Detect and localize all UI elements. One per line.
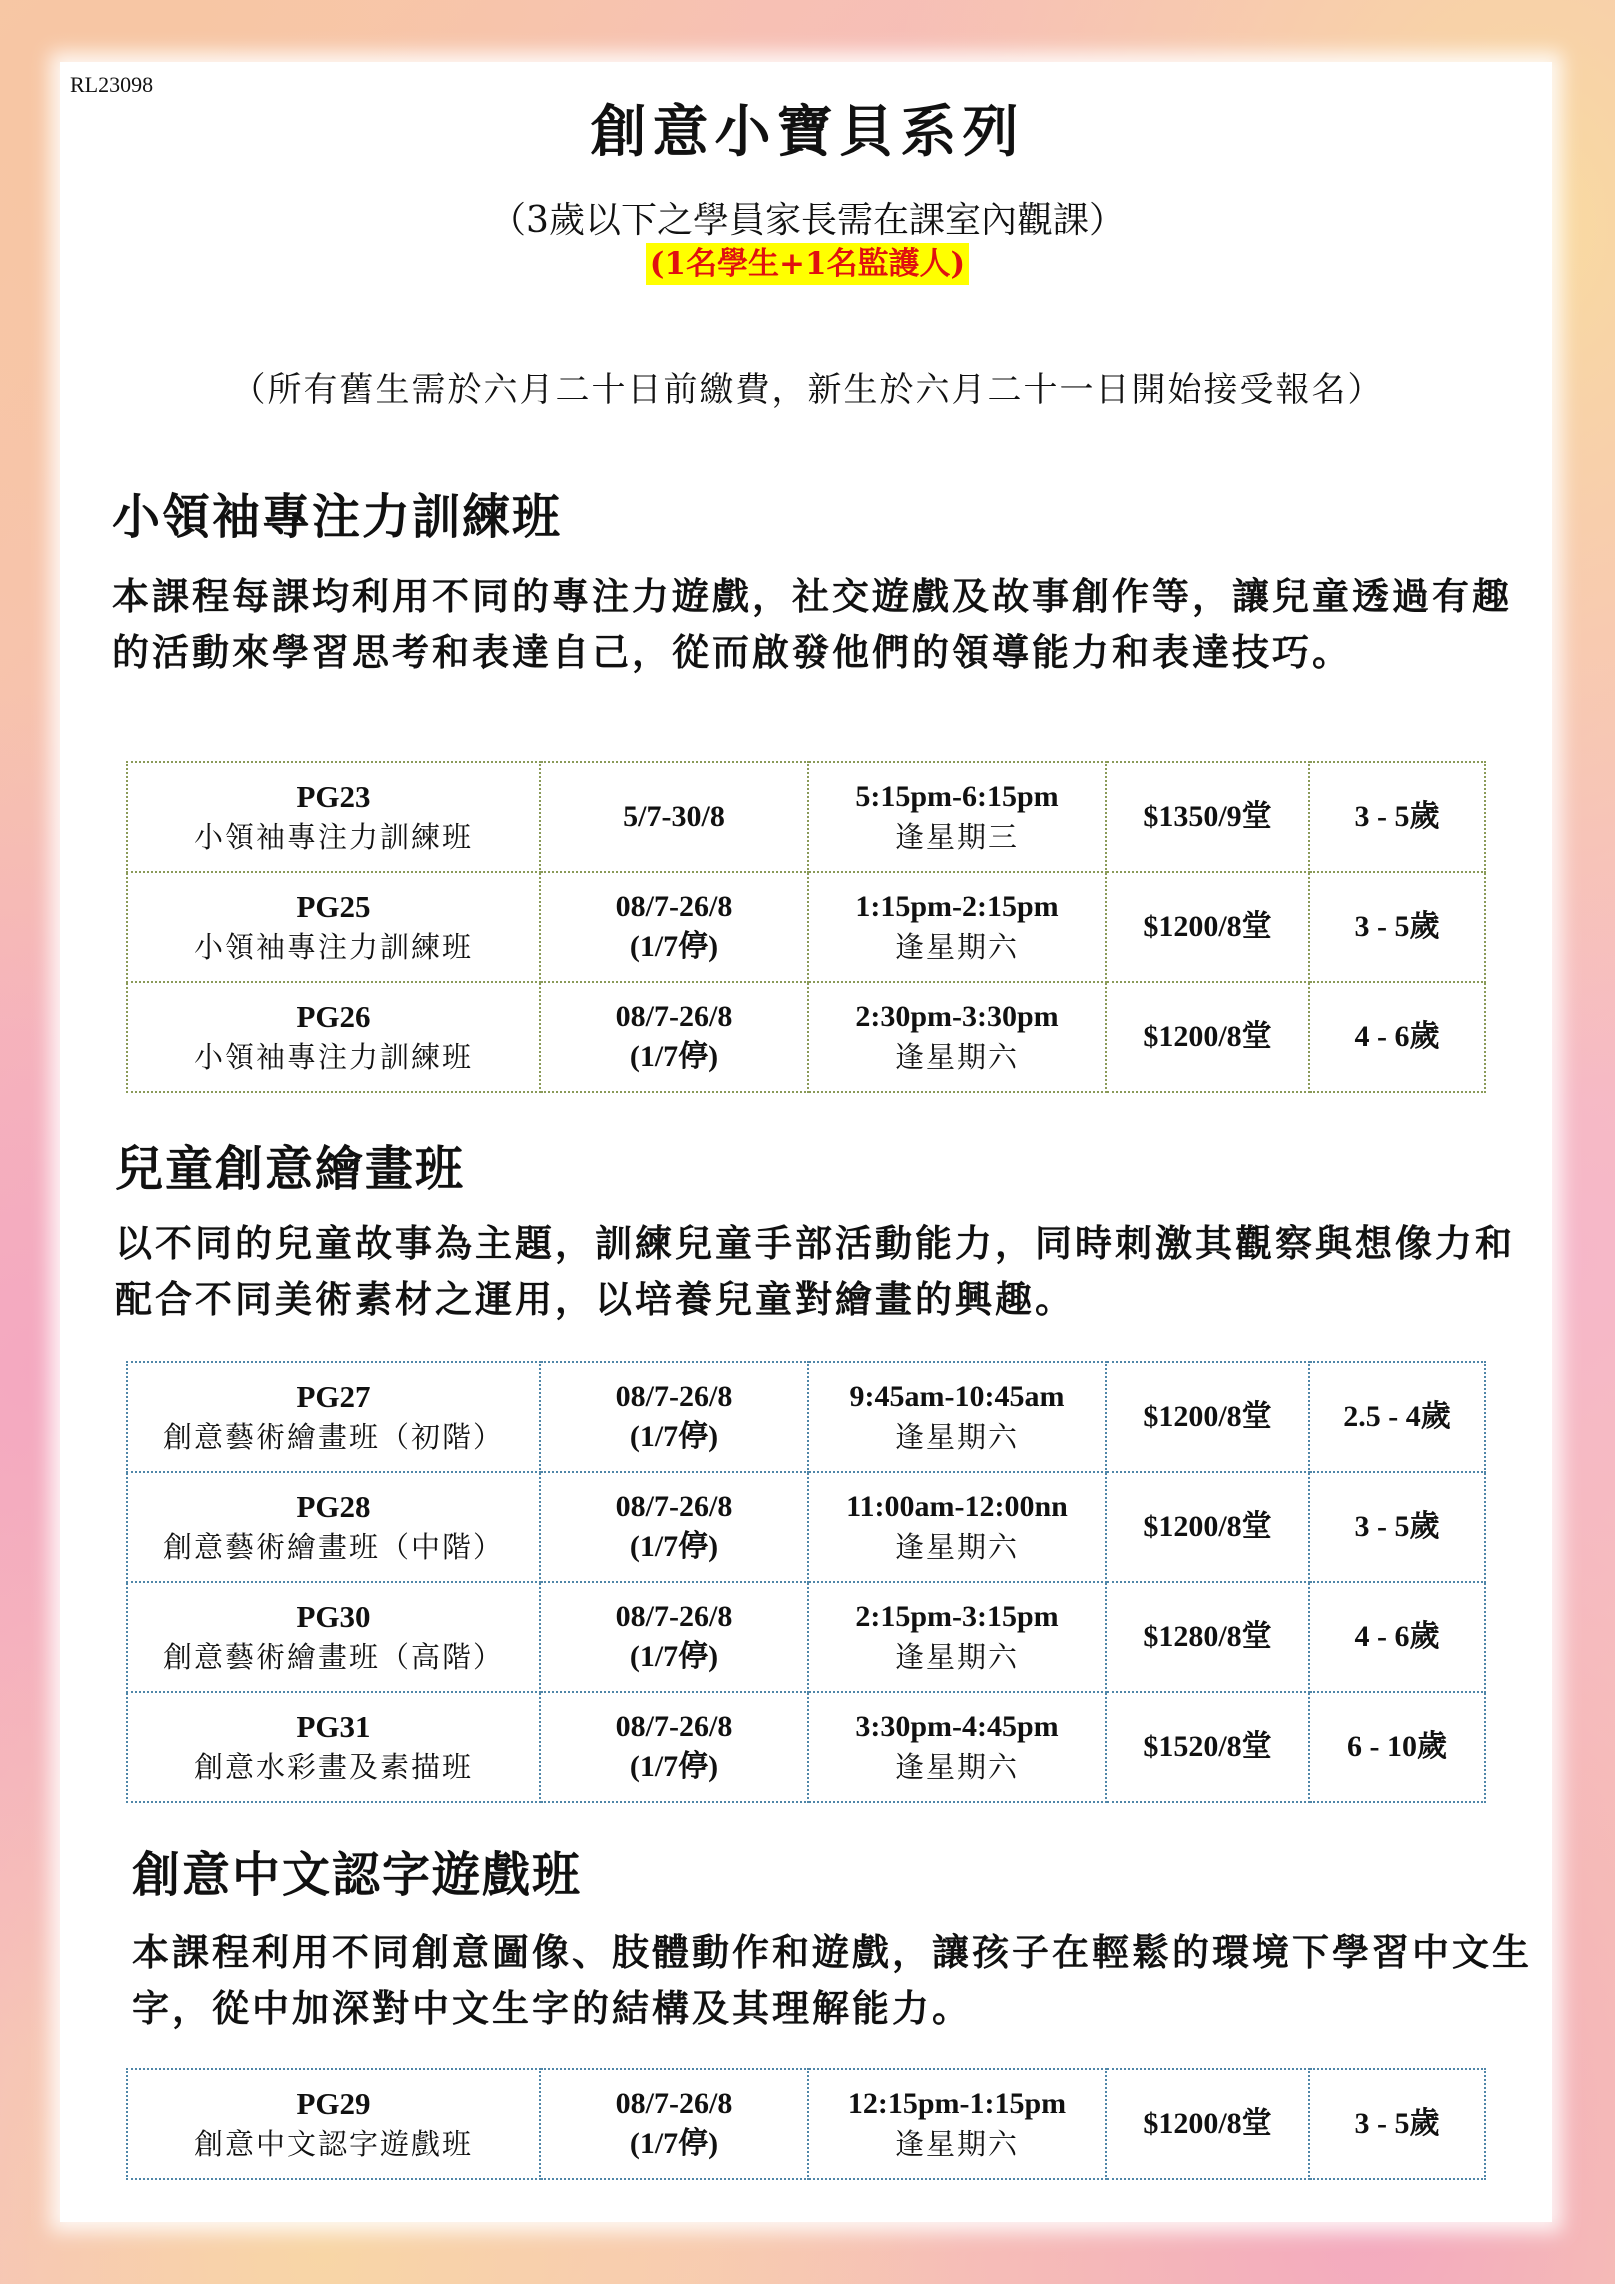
section-description: 本課程利用不同創意圖像、肢體動作和遊戲，讓孩子在輕鬆的環境下學習中文生字，從中加深對中文生字的結構及其理解能力。	[132, 1930, 1532, 2030]
course-time: 2:15pm-3:15pm	[855, 1600, 1059, 1633]
section-heading: 小領袖專注力訓練班	[112, 489, 563, 545]
course-date: 08/7-26/8	[615, 1000, 733, 1033]
date-cell	[540, 1582, 808, 1692]
course-time: 9:45am-10:45am	[849, 1380, 1065, 1413]
course-cell	[127, 872, 540, 982]
date-cell	[540, 1472, 808, 1582]
course-price: $1350/9堂	[1106, 762, 1309, 872]
course-age: 3 - 5歲	[1309, 1472, 1485, 1582]
course-day: 逢星期六	[894, 1530, 1019, 1564]
course-name: 創意藝術繪畫班（高階）	[162, 1640, 504, 1674]
course-day: 逢星期六	[894, 1420, 1019, 1454]
course-date-note: (1/7停)	[629, 1640, 719, 1673]
course-day: 逢星期六	[894, 1640, 1019, 1674]
table-row	[127, 762, 1485, 872]
date-cell	[540, 872, 808, 982]
guardian-note: (1名學生+1名監護人)	[646, 243, 969, 285]
date-cell	[540, 2069, 808, 2179]
course-cell	[127, 1692, 540, 1802]
course-table	[126, 1361, 1486, 1803]
table-row	[127, 1692, 1485, 1802]
table-row	[127, 1362, 1485, 1472]
course-time: 1:15pm-2:15pm	[855, 890, 1059, 923]
course-date: 08/7-26/8	[615, 1490, 733, 1523]
table-row	[127, 2069, 1485, 2179]
course-time: 5:15pm-6:15pm	[855, 780, 1059, 813]
course-code: PG30	[296, 1599, 371, 1634]
section-heading: 創意中文認字遊戲班	[132, 1847, 583, 1903]
course-day: 逢星期六	[894, 1750, 1019, 1784]
time-cell	[808, 982, 1106, 1092]
course-code: PG29	[296, 2086, 371, 2121]
course-date-note: (1/7停)	[629, 1040, 719, 1073]
course-code: PG23	[296, 779, 371, 814]
course-age: 3 - 5歲	[1309, 762, 1485, 872]
section-description: 本課程每課均利用不同的專注力遊戲，社交遊戲及故事創作等，讓兒童透過有趣的活動來學習思考和表達自己，從而啟發他們的領導能力和表達技巧。	[112, 574, 1512, 674]
course-date-note: (1/7停)	[629, 930, 719, 963]
course-price: $1280/8堂	[1106, 1582, 1309, 1692]
course-name: 創意水彩畫及素描班	[193, 1750, 473, 1784]
course-day: 逢星期六	[894, 1040, 1019, 1074]
course-name: 創意藝術繪畫班（初階）	[162, 1420, 504, 1454]
course-name: 小領袖專注力訓練班	[193, 1040, 473, 1074]
course-time: 12:15pm-1:15pm	[847, 2087, 1067, 2120]
course-day: 逢星期三	[894, 820, 1019, 854]
course-date: 08/7-26/8	[615, 1380, 733, 1413]
course-date: 5/7-30/8	[623, 800, 725, 833]
course-cell	[127, 762, 540, 872]
course-name: 創意藝術繪畫班（中階）	[162, 1530, 504, 1564]
date-cell	[540, 1362, 808, 1472]
table-row	[127, 1472, 1485, 1582]
course-day: 逢星期六	[894, 2127, 1019, 2161]
course-cell	[127, 982, 540, 1092]
section-heading: 兒童創意繪畫班	[115, 1141, 466, 1197]
course-cell	[127, 2069, 540, 2179]
course-table	[126, 761, 1486, 1093]
course-date: 08/7-26/8	[615, 1710, 733, 1743]
course-date: 08/7-26/8	[615, 2087, 733, 2120]
course-price: $1520/8堂	[1106, 1692, 1309, 1802]
course-code: PG25	[296, 889, 371, 924]
course-age: 3 - 5歲	[1309, 872, 1485, 982]
course-code: PG26	[296, 999, 371, 1034]
time-cell	[808, 2069, 1106, 2179]
course-age: 4 - 6歲	[1309, 1582, 1485, 1692]
time-cell	[808, 762, 1106, 872]
course-price: $1200/8堂	[1106, 1362, 1309, 1472]
table-row	[127, 872, 1485, 982]
time-cell	[808, 1582, 1106, 1692]
time-cell	[808, 872, 1106, 982]
course-price: $1200/8堂	[1106, 2069, 1309, 2179]
course-time: 3:30pm-4:45pm	[855, 1710, 1059, 1743]
course-table	[126, 2068, 1486, 2180]
document-id: RL23098	[70, 72, 154, 97]
date-cell	[540, 1692, 808, 1802]
table-row	[127, 982, 1485, 1092]
course-price: $1200/8堂	[1106, 1472, 1309, 1582]
course-name: 創意中文認字遊戲班	[193, 2127, 473, 2161]
page-title: 創意小寶貝系列	[590, 99, 1025, 165]
course-date: 08/7-26/8	[615, 890, 733, 923]
course-cell	[127, 1582, 540, 1692]
course-name: 小領袖專注力訓練班	[193, 820, 473, 854]
course-date-note: (1/7停)	[629, 1750, 719, 1783]
time-cell	[808, 1472, 1106, 1582]
page-subtitle: （3歲以下之學員家長需在課室內觀課）	[490, 200, 1125, 241]
course-age: 4 - 6歲	[1309, 982, 1485, 1092]
course-time: 2:30pm-3:30pm	[855, 1000, 1059, 1033]
course-day: 逢星期六	[894, 930, 1019, 964]
course-name: 小領袖專注力訓練班	[193, 930, 473, 964]
course-price: $1200/8堂	[1106, 982, 1309, 1092]
time-cell	[808, 1692, 1106, 1802]
course-code: PG31	[296, 1709, 371, 1744]
course-price: $1200/8堂	[1106, 872, 1309, 982]
course-time: 11:00am-12:00nn	[846, 1490, 1068, 1523]
registration-notice: （所有舊生需於六月二十日前繳費，新生於六月二十一日開始接受報名）	[231, 370, 1384, 410]
time-cell	[808, 1362, 1106, 1472]
course-age: 3 - 5歲	[1309, 2069, 1485, 2179]
date-cell	[540, 762, 808, 872]
table-row	[127, 1582, 1485, 1692]
date-cell	[540, 982, 808, 1092]
course-date-note: (1/7停)	[629, 1420, 719, 1453]
course-age: 6 - 10歲	[1309, 1692, 1485, 1802]
course-cell	[127, 1362, 540, 1472]
course-date: 08/7-26/8	[615, 1600, 733, 1633]
course-age: 2.5 - 4歲	[1309, 1362, 1485, 1472]
section-description: 以不同的兒童故事為主題，訓練兒童手部活動能力，同時刺激其觀察與想像力和配合不同美術素材之運用，以培養兒童對繪畫的興趣。	[115, 1221, 1515, 1321]
course-cell	[127, 1472, 540, 1582]
guardian-note-wrap	[0, 243, 1615, 285]
course-date-note: (1/7停)	[629, 1530, 719, 1563]
course-code: PG27	[296, 1379, 371, 1414]
course-code: PG28	[296, 1489, 371, 1524]
course-date-note: (1/7停)	[629, 2127, 719, 2160]
